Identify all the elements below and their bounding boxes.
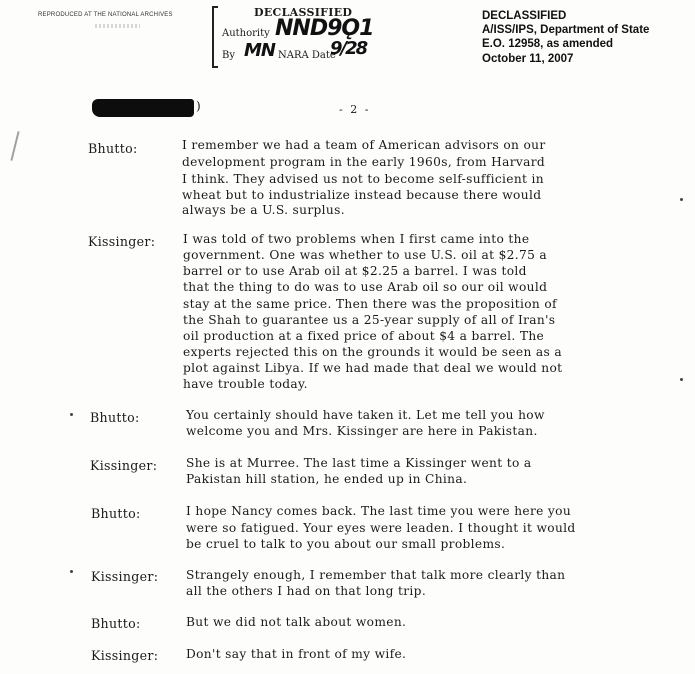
redaction-block [92,99,194,117]
dialogue-line: I remember we had a team of American advisors on our [182,138,546,152]
declass-line: E.O. 12958, as amended [482,38,614,51]
page-number: - 2 - [339,103,371,116]
speaker-label: Kissinger: [88,234,156,249]
dialogue-line: all the others I had on that long trip. [186,584,427,598]
margin-dot [70,413,73,416]
stamp-bracket [212,6,218,68]
dialogue-line: welcome you and Mrs. Kissinger are here in Pakistan. [186,424,538,438]
dialogue-line: But we did not talk about women. [186,615,407,629]
margin-dot [70,570,73,573]
dialogue-line: You certainly should have taken it. Let me tell you how [186,408,545,422]
declass-line: DECLASSIFIED [482,10,567,22]
speaker-label: Bhutto: [88,141,138,156]
stamp-by-label: By [222,50,235,61]
redaction-paren: ) [196,99,201,113]
speaker-label: Bhutto: [91,506,141,521]
dialogue-line: the Shah to guarantee us a 25-year supply of all of Iran's [183,313,556,327]
dialogue-line: stay at the same price. Then there was the proposition of [183,297,557,311]
speaker-label: Bhutto: [90,410,140,425]
dialogue-line: experts rejected this on the grounds it would be seen as a [183,345,562,359]
stamp-title: DECLASSIFIED [254,6,353,19]
archive-reproduction-note: REPRODUCED AT THE NATIONAL ARCHIVES [38,12,173,18]
stamp-authority-label: Authority [222,28,270,39]
declassification-stamp [212,6,372,66]
dialogue-line: Strangely enough, I remember that talk more clearly than [186,568,566,582]
state-declassification-block [482,9,649,66]
dialogue-line: be cruel to talk to you about our small problems. [186,537,506,551]
dialogue-line: government. One was whether to use U.S. oil at $2.75 a [183,248,548,262]
nara-date-signature: 9/28 [330,38,367,59]
dialogue-line: I was told of two problems when I first came into the [183,232,530,246]
by-signature: MN [244,40,275,61]
stamp-nara-date-label: NARA Date [278,50,336,61]
speaker-label: Kissinger: [91,569,159,584]
dialogue-line: Don't say that in front of my wife. [186,647,407,661]
speaker-label: Kissinger: [90,458,158,473]
dialogue-line: wheat but to industrialize instead because there would [182,188,542,202]
dialogue-line: always be a U.S. surplus. [182,203,345,217]
dialogue-line: were so fatigued. Your eyes were leaden. I thought it would [186,521,576,535]
declass-line: A/ISS/IPS, Department of State [482,24,650,37]
dialogue-line: oil production at a fixed price of about $4 a barrel. The [183,329,545,343]
margin-dot [680,378,683,381]
margin-dot [680,198,683,201]
dialogue-line: that the thing to do was to use Arab oil so our oil would [183,280,548,294]
dialogue-line: have trouble today. [183,377,308,391]
dialogue-line: She is at Murree. The last time a Kissinger went to a [186,456,532,470]
dialogue-line: plot against Libya. If we had made that deal we would not [183,361,563,375]
dialogue-line: barrel or to use Arab oil at $2.25 a barrel. I was told [183,264,527,278]
dialogue-line: I hope Nancy comes back. The last time you were here you [186,504,572,518]
speaker-label: Bhutto: [91,616,141,631]
speaker-label: Kissinger: [91,648,159,663]
margin-mark [10,131,19,161]
declass-line: October 11, 2007 [482,52,574,65]
dialogue-line: I think. They advised us not to become self-sufficient in [182,172,544,186]
dialogue-line: Pakistan hill station, he ended up in China. [186,472,468,486]
authority-signature: NND9Ǫ1 [275,16,374,41]
archive-smudge [95,24,140,28]
dialogue-line: development program in the early 1960s, from Harvard [182,155,546,169]
